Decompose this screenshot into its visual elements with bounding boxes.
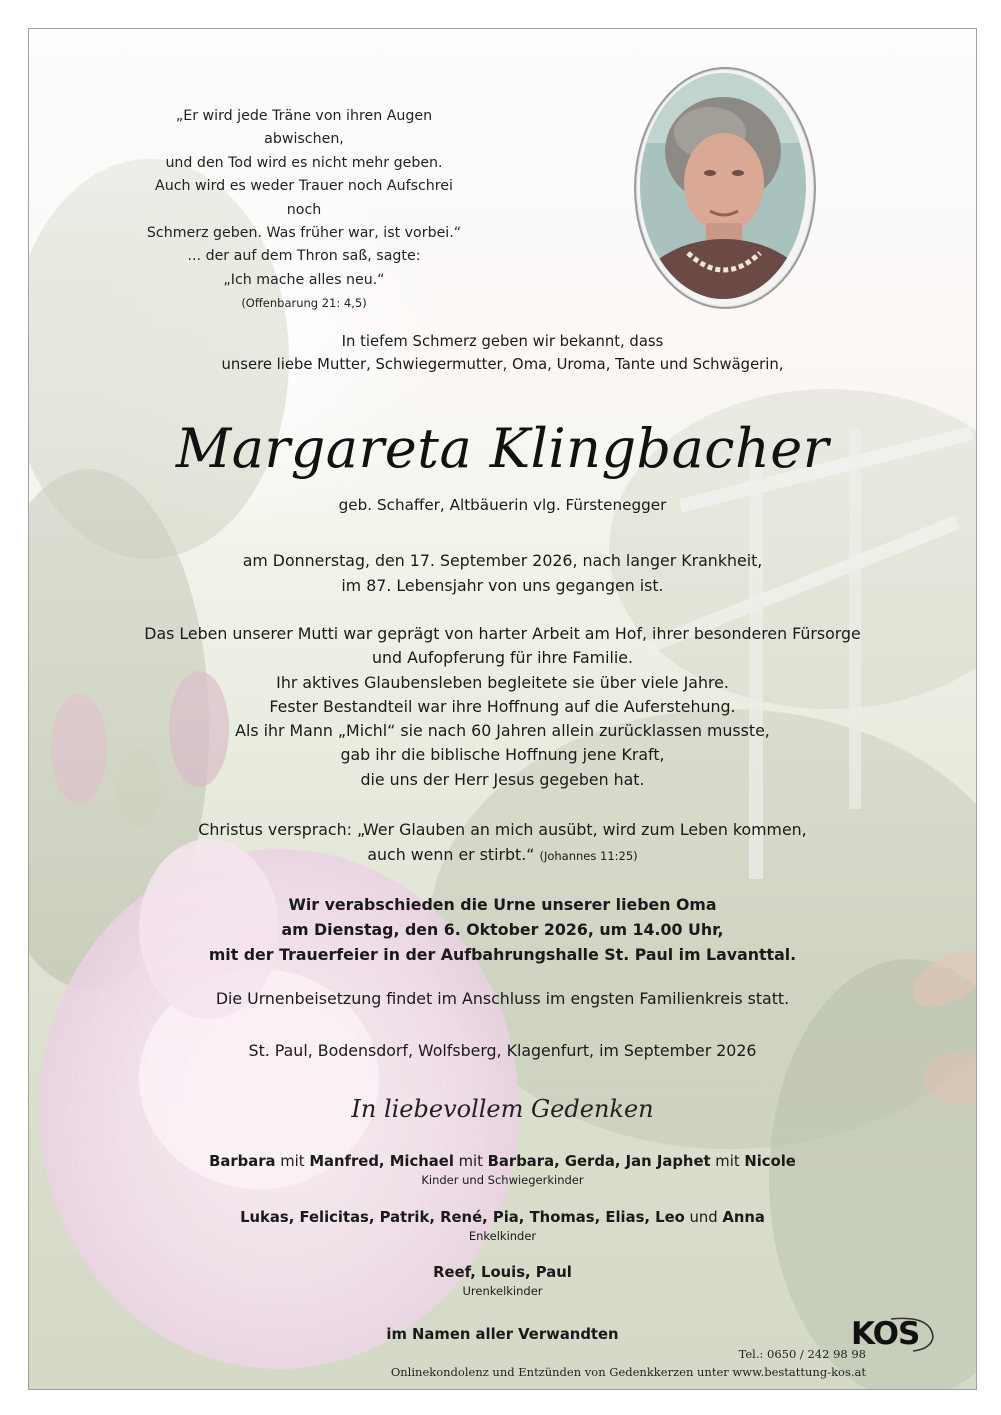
life-line: gab ihr die biblische Hoffnung jene Kraft,: [340, 745, 665, 765]
family-name: Barbara: [209, 1153, 276, 1170]
life-line: Fester Bestandteil war ihre Hoffnung auf die Auferstehung.: [269, 696, 736, 716]
family-name: Anna: [722, 1209, 765, 1226]
quote-text: auch wenn er stirbt.“: [367, 844, 535, 864]
quote-line: [29, 843, 976, 869]
verse-line: Auch wird es weder Trauer noch Aufschrei noch: [155, 178, 453, 218]
family-name: Reef, Louis, Paul: [433, 1264, 572, 1281]
all-relatives-line: im Namen aller Verwandten: [386, 1326, 619, 1343]
deceased-name: Margareta Klingbacher: [175, 417, 830, 480]
christ-quote: [29, 818, 976, 868]
quote-line: Christus versprach: „Wer Glauben an mich ausübt, wird zum Leben kommen,: [198, 820, 807, 839]
connector-word: mit: [715, 1153, 740, 1170]
death-notice: [29, 548, 976, 598]
funeral-details: [29, 892, 976, 967]
family-role: Enkelkinder: [468, 1229, 537, 1243]
announcement-intro: [29, 331, 976, 376]
portrait-photo: [640, 73, 806, 299]
family-role: Kinder und Schwiegerkinder: [421, 1173, 584, 1187]
family-name: Nicole: [744, 1153, 796, 1170]
urn-burial-note: Die Urnenbeisetzung findet im Anschluss im engsten Familienkreis statt.: [215, 989, 790, 1008]
verse-reference: (Offenbarung 21: 4,5): [241, 296, 367, 311]
life-line: die uns der Herr Jesus gegeben hat.: [360, 769, 645, 789]
bible-verse: [139, 105, 469, 316]
family-names: [29, 1209, 976, 1226]
verse-line: „Er wird jede Träne von ihren Augen abwischen,: [175, 108, 433, 148]
death-line: im 87. Lebensjahr von uns gegangen ist.: [341, 576, 664, 595]
quote-reference: (Johannes 11:25): [539, 848, 638, 863]
family-name: Lukas, Felicitas, Patrik, René, Pia, Thomas, Elias, Leo: [240, 1209, 685, 1226]
online-condolence-note: Onlinekondolenz und Entzünden von Gedenkkerzen unter www.bestattung-kos.at: [390, 1365, 866, 1379]
logo-swoosh-icon: [851, 1313, 935, 1353]
intro-line: unsere liebe Mutter, Schwiegermutter, Oma, Uroma, Tante und Schwägerin,: [221, 355, 784, 373]
death-line: am Donnerstag, den 17. September 2026, nach langer Krankheit,: [242, 551, 763, 570]
family-group-children: [29, 1153, 976, 1187]
family-group-grandchildren: [29, 1209, 976, 1243]
family-name: Barbara, Gerda, Jan Japhet: [487, 1153, 711, 1170]
memory-heading: In liebevollem Gedenken: [351, 1095, 654, 1123]
places-and-date: St. Paul, Bodensdorf, Wolfsberg, Klagenfurt, im September 2026: [248, 1041, 757, 1060]
family-names: [29, 1153, 976, 1170]
family-names: [29, 1264, 976, 1281]
parte-page: [28, 28, 977, 1390]
family-group-great-grandchildren: [29, 1264, 976, 1298]
verse-line: und den Tod wird es nicht mehr geben.: [165, 154, 443, 171]
kos-logo: [851, 1313, 935, 1353]
connector-word: mit: [280, 1153, 305, 1170]
life-line: Als ihr Mann „Michl“ sie nach 60 Jahren allein zurücklassen musste,: [235, 721, 770, 741]
verse-line: Schmerz geben. Was früher war, ist vorbei.“: [146, 225, 462, 242]
parte-content: [29, 29, 976, 1389]
life-line: Das Leben unserer Mutti war geprägt von harter Arbeit am Hof, ihrer besonderen Fürsorge: [144, 624, 861, 643]
funeral-line: Wir verabschieden die Urne unserer lieben Oma: [288, 895, 717, 914]
intro-line: In tiefem Schmerz geben wir bekannt, dass: [341, 333, 664, 350]
life-line: und Aufopferung für ihre Familie.: [372, 648, 633, 668]
family-name: Manfred, Michael: [309, 1153, 454, 1170]
family-role: Urenkelkinder: [462, 1284, 543, 1298]
birth-name-and-title: geb. Schaffer, Altbäuerin vlg. Fürstenegger: [338, 496, 667, 514]
funeral-line: am Dienstag, den 6. Oktober 2026, um 14.00 Uhr,: [281, 920, 724, 939]
connector-word: und: [689, 1209, 718, 1226]
logo-text: KOS: [851, 1316, 920, 1352]
verse-line: ... der auf dem Thron saß, sagte:: [187, 248, 421, 265]
connector-word: mit: [458, 1153, 483, 1170]
life-description: [29, 622, 976, 792]
verse-line: „Ich mache alles neu.“: [223, 271, 385, 288]
funeral-line: mit der Trauerfeier in der Aufbahrungshalle St. Paul im Lavanttal.: [208, 945, 797, 964]
funeral-home-phone: Tel.: 0650 / 242 98 98: [738, 1347, 866, 1361]
life-line: Ihr aktives Glaubensleben begleitete sie über viele Jahre.: [276, 672, 729, 692]
